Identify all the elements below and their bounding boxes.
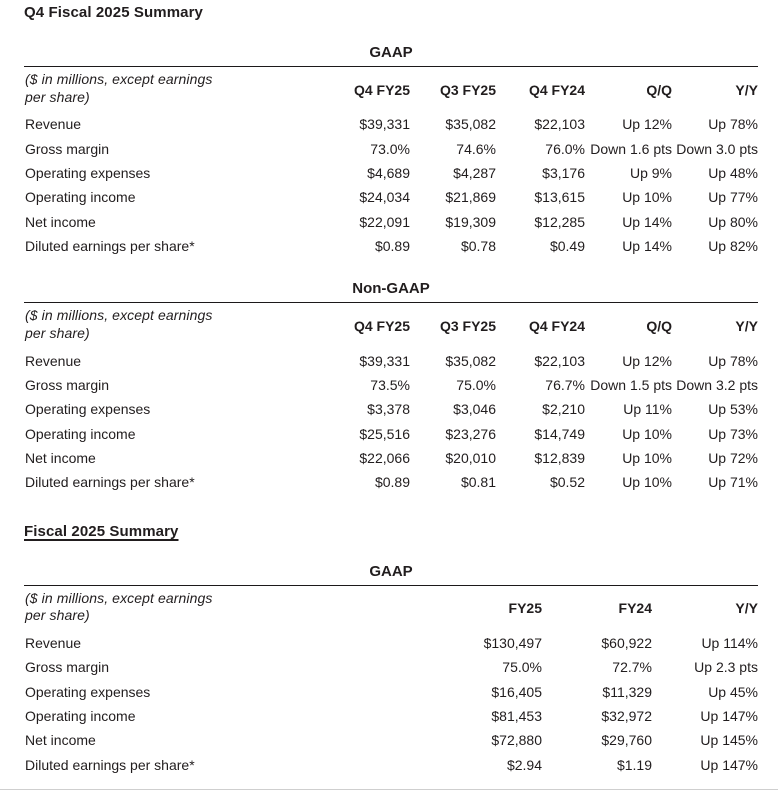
table-row	[24, 655, 758, 679]
row-label: Operating income	[25, 425, 136, 442]
col-header-qq: Q/Q	[646, 81, 672, 98]
q4-non-gaap-section	[24, 280, 758, 494]
value-cell: $0.49	[549, 238, 585, 255]
value-cell: 76.7%	[545, 376, 585, 393]
value-cell: $0.81	[460, 474, 496, 491]
value-cell: Up 45%	[708, 683, 758, 700]
header-row	[24, 303, 758, 349]
table-row	[24, 728, 758, 752]
unit-note	[24, 303, 320, 349]
value-cell: $4,287	[453, 164, 496, 181]
value-cell: $16,405	[491, 683, 542, 700]
value-cell: $29,760	[601, 732, 652, 749]
value-cell: $19,309	[445, 213, 496, 230]
unit-note-line1: ($ in millions, except earnings	[25, 589, 213, 606]
table-row	[24, 397, 758, 421]
value-cell: $35,082	[445, 352, 496, 369]
fy-gaap-section	[24, 563, 758, 777]
table-row	[24, 161, 758, 185]
table-row	[24, 753, 758, 777]
table-row	[24, 631, 758, 655]
row-label: Operating income	[25, 708, 136, 725]
col-header-qq: Q/Q	[646, 317, 672, 334]
value-cell: Down 1.6 pts	[590, 140, 672, 157]
row-label: Operating expenses	[25, 164, 151, 181]
value-cell: $11,329	[602, 683, 652, 700]
row-label: Net income	[25, 213, 96, 230]
table-row	[24, 422, 758, 446]
unit-note-line2: per share)	[25, 88, 90, 105]
value-cell: Up 80%	[708, 213, 758, 230]
value-cell: $3,046	[453, 401, 496, 418]
value-cell: $130,497	[483, 634, 542, 651]
row-label: Net income	[25, 450, 96, 467]
value-cell: Up 72%	[708, 450, 758, 467]
value-cell: 72.7%	[612, 659, 652, 676]
value-cell: $2.94	[506, 756, 542, 773]
value-cell: Up 53%	[708, 401, 758, 418]
value-cell: Up 12%	[622, 352, 672, 369]
unit-note-line1: ($ in millions, except earnings	[25, 307, 213, 324]
value-cell: 74.6%	[456, 140, 496, 157]
value-cell: 73.0%	[370, 140, 410, 157]
value-cell: $21,869	[445, 189, 496, 206]
fiscal-2025-summary-title: Fiscal 2025 Summary	[24, 522, 179, 540]
value-cell: $81,453	[491, 708, 542, 725]
value-cell: $0.78	[460, 238, 496, 255]
value-cell: $22,091	[359, 213, 410, 230]
row-label: Net income	[25, 732, 96, 749]
q4-summary-title: Q4 Fiscal 2025 Summary	[24, 4, 203, 21]
col-header-q4fy24: Q4 FY24	[528, 81, 585, 98]
value-cell: $20,010	[445, 450, 496, 467]
col-header-yy: Y/Y	[735, 317, 758, 334]
value-cell: Up 82%	[708, 238, 758, 255]
value-cell: Up 2.3 pts	[694, 659, 758, 676]
header-row	[24, 67, 758, 113]
fy-gaap-table	[24, 585, 758, 777]
value-cell: Up 114%	[701, 634, 758, 651]
row-label: Diluted earnings per share*	[25, 238, 195, 255]
value-cell: $24,034	[359, 189, 410, 206]
row-label: Operating income	[25, 189, 136, 206]
value-cell: 75.0%	[502, 659, 542, 676]
value-cell: $12,285	[534, 213, 585, 230]
value-cell: $22,103	[534, 116, 585, 133]
table-row	[24, 185, 758, 209]
table-row	[24, 679, 758, 703]
value-cell: Up 77%	[708, 189, 758, 206]
table-row	[24, 348, 758, 372]
table-row	[24, 136, 758, 160]
row-label: Revenue	[25, 352, 82, 369]
value-cell: Up 14%	[622, 238, 672, 255]
unit-note	[24, 67, 320, 113]
value-cell: $14,749	[534, 425, 585, 442]
row-label: Gross margin	[25, 140, 110, 157]
table-row	[24, 446, 758, 470]
value-cell: Up 71%	[708, 474, 758, 491]
row-label: Diluted earnings per share*	[25, 474, 195, 491]
value-cell: Up 12%	[622, 116, 672, 133]
value-cell: Up 48%	[708, 164, 758, 181]
value-cell: $72,880	[491, 732, 542, 749]
value-cell: $0.89	[374, 238, 410, 255]
value-cell: Up 10%	[622, 450, 672, 467]
col-header-q4fy25: Q4 FY25	[353, 317, 410, 334]
value-cell: Up 11%	[623, 401, 672, 418]
q4-non-gaap-table	[24, 302, 758, 494]
col-header-q4fy24: Q4 FY24	[528, 317, 585, 334]
value-cell: $4,689	[367, 164, 410, 181]
col-header-yy: Y/Y	[735, 600, 758, 617]
value-cell: 76.0%	[545, 140, 585, 157]
col-header-fy24: FY24	[618, 600, 652, 617]
value-cell: Up 73%	[708, 425, 758, 442]
col-header-q3fy25: Q3 FY25	[439, 81, 496, 98]
value-cell: Up 10%	[622, 189, 672, 206]
unit-note-line2: per share)	[25, 324, 90, 341]
table-row	[24, 470, 758, 494]
value-cell: $1.19	[616, 756, 652, 773]
value-cell: $35,082	[445, 116, 496, 133]
row-label: Gross margin	[25, 376, 110, 393]
value-cell: Up 14%	[622, 213, 672, 230]
value-cell: $22,103	[534, 352, 585, 369]
value-cell: Up 9%	[629, 164, 672, 181]
fy-gaap-caption: GAAP	[369, 562, 413, 580]
unit-note-line1: ($ in millions, except earnings	[25, 71, 213, 87]
value-cell: Up 10%	[622, 474, 672, 491]
value-cell: Up 145%	[700, 732, 758, 749]
value-cell: $39,331	[359, 116, 410, 133]
value-cell: $3,378	[367, 401, 410, 418]
value-cell: Up 78%	[708, 352, 758, 369]
value-cell: $25,516	[359, 425, 410, 442]
unit-note-line2: per share)	[25, 607, 90, 624]
value-cell: $0.89	[374, 474, 410, 491]
row-label: Gross margin	[25, 659, 110, 676]
row-label: Diluted earnings per share*	[25, 756, 195, 773]
value-cell: $23,276	[445, 425, 496, 442]
value-cell: $39,331	[359, 352, 410, 369]
value-cell: Down 1.5 pts	[590, 376, 672, 393]
value-cell: Up 78%	[708, 116, 758, 133]
value-cell: $22,066	[359, 450, 410, 467]
col-header-fy25: FY25	[508, 600, 542, 617]
q4-gaap-caption: GAAP	[369, 44, 413, 61]
table-row	[24, 210, 758, 234]
table-row	[24, 373, 758, 397]
value-cell: $2,210	[542, 401, 585, 418]
value-cell: Down 3.2 pts	[676, 376, 758, 393]
q4-non-gaap-caption: Non-GAAP	[352, 280, 430, 298]
value-cell: 75.0%	[456, 376, 496, 393]
q4-gaap-table	[24, 66, 758, 258]
col-header-q4fy25: Q4 FY25	[353, 81, 410, 98]
table-row	[24, 704, 758, 728]
row-label: Operating expenses	[25, 683, 151, 700]
page-bottom-divider	[0, 789, 778, 790]
value-cell: 73.5%	[370, 376, 410, 393]
value-cell: Up 147%	[700, 756, 758, 773]
value-cell: $12,839	[534, 450, 585, 467]
value-cell: Up 10%	[622, 425, 672, 442]
table-row	[24, 234, 758, 258]
row-label: Revenue	[25, 634, 82, 651]
col-header-yy: Y/Y	[735, 81, 758, 98]
value-cell: Down 3.0 pts	[676, 140, 758, 157]
value-cell: Up 147%	[700, 708, 758, 725]
row-label: Operating expenses	[25, 401, 151, 418]
value-cell: $3,176	[542, 164, 585, 181]
unit-note	[24, 585, 320, 631]
q4-gaap-section	[24, 44, 758, 258]
value-cell: $32,972	[601, 708, 652, 725]
col-header-q3fy25: Q3 FY25	[439, 317, 496, 334]
header-row	[24, 585, 758, 631]
value-cell: $60,922	[601, 634, 652, 651]
row-label: Revenue	[25, 116, 82, 133]
value-cell: $0.52	[549, 474, 585, 491]
table-row	[24, 112, 758, 136]
value-cell: $13,615	[534, 189, 585, 206]
